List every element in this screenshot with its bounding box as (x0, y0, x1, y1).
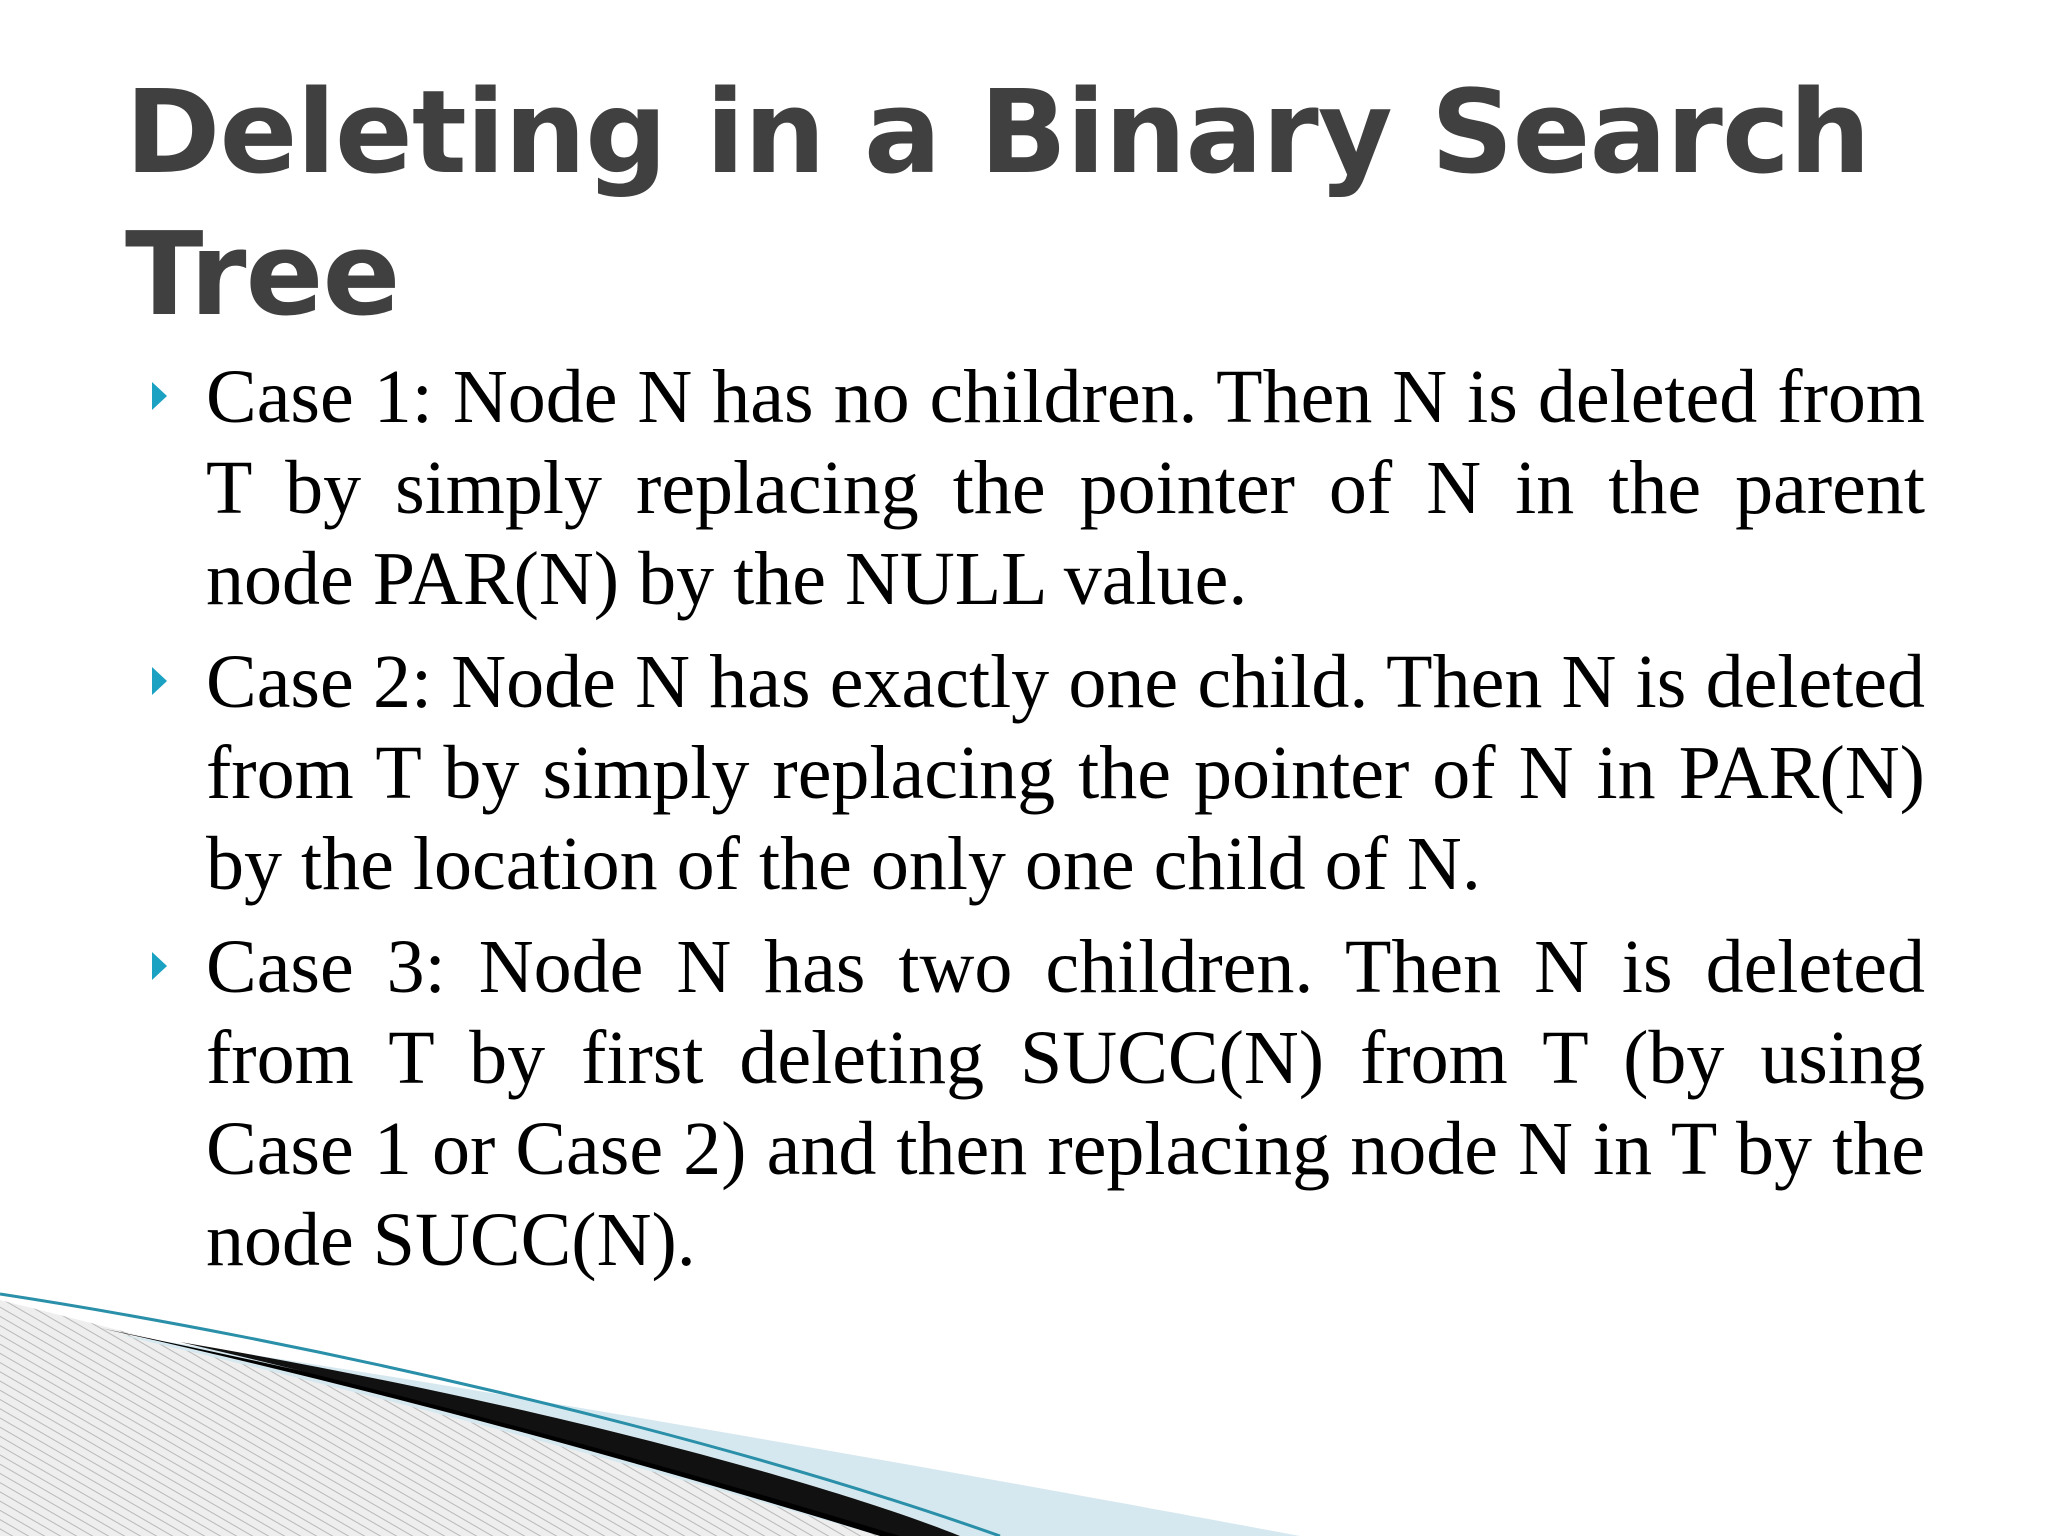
bullet-item-case-2 (150, 637, 1925, 910)
slide-title: Deleting in a Binary Search Tree (125, 66, 1870, 342)
bullet-arrow-icon (152, 382, 167, 410)
bullet-arrow-icon (152, 952, 167, 980)
bullet-text: Case 3: Node N has two children. Then N is deleted from T by first deleting SUCC(N) from T (by using Case 1 or Case 2) and then replacing node N in T by the node SUCC(N). (206, 925, 1925, 1282)
bullet-text: Case 1: Node N has no children. Then N is deleted from T by simply replacing the pointer of N in the parent node PAR(N) by the NULL value. (206, 355, 1925, 621)
bullet-list (150, 352, 1925, 1298)
bullet-arrow-icon (152, 667, 167, 695)
bullet-text: Case 2: Node N has exactly one child. Then N is deleted from T by simply replacing the pointer of N in PAR(N) by the location of the only one child of N. (206, 640, 1925, 906)
decorative-swoosh (0, 1280, 2048, 1536)
bullet-item-case-3 (150, 922, 1925, 1286)
bullet-item-case-1 (150, 352, 1925, 625)
